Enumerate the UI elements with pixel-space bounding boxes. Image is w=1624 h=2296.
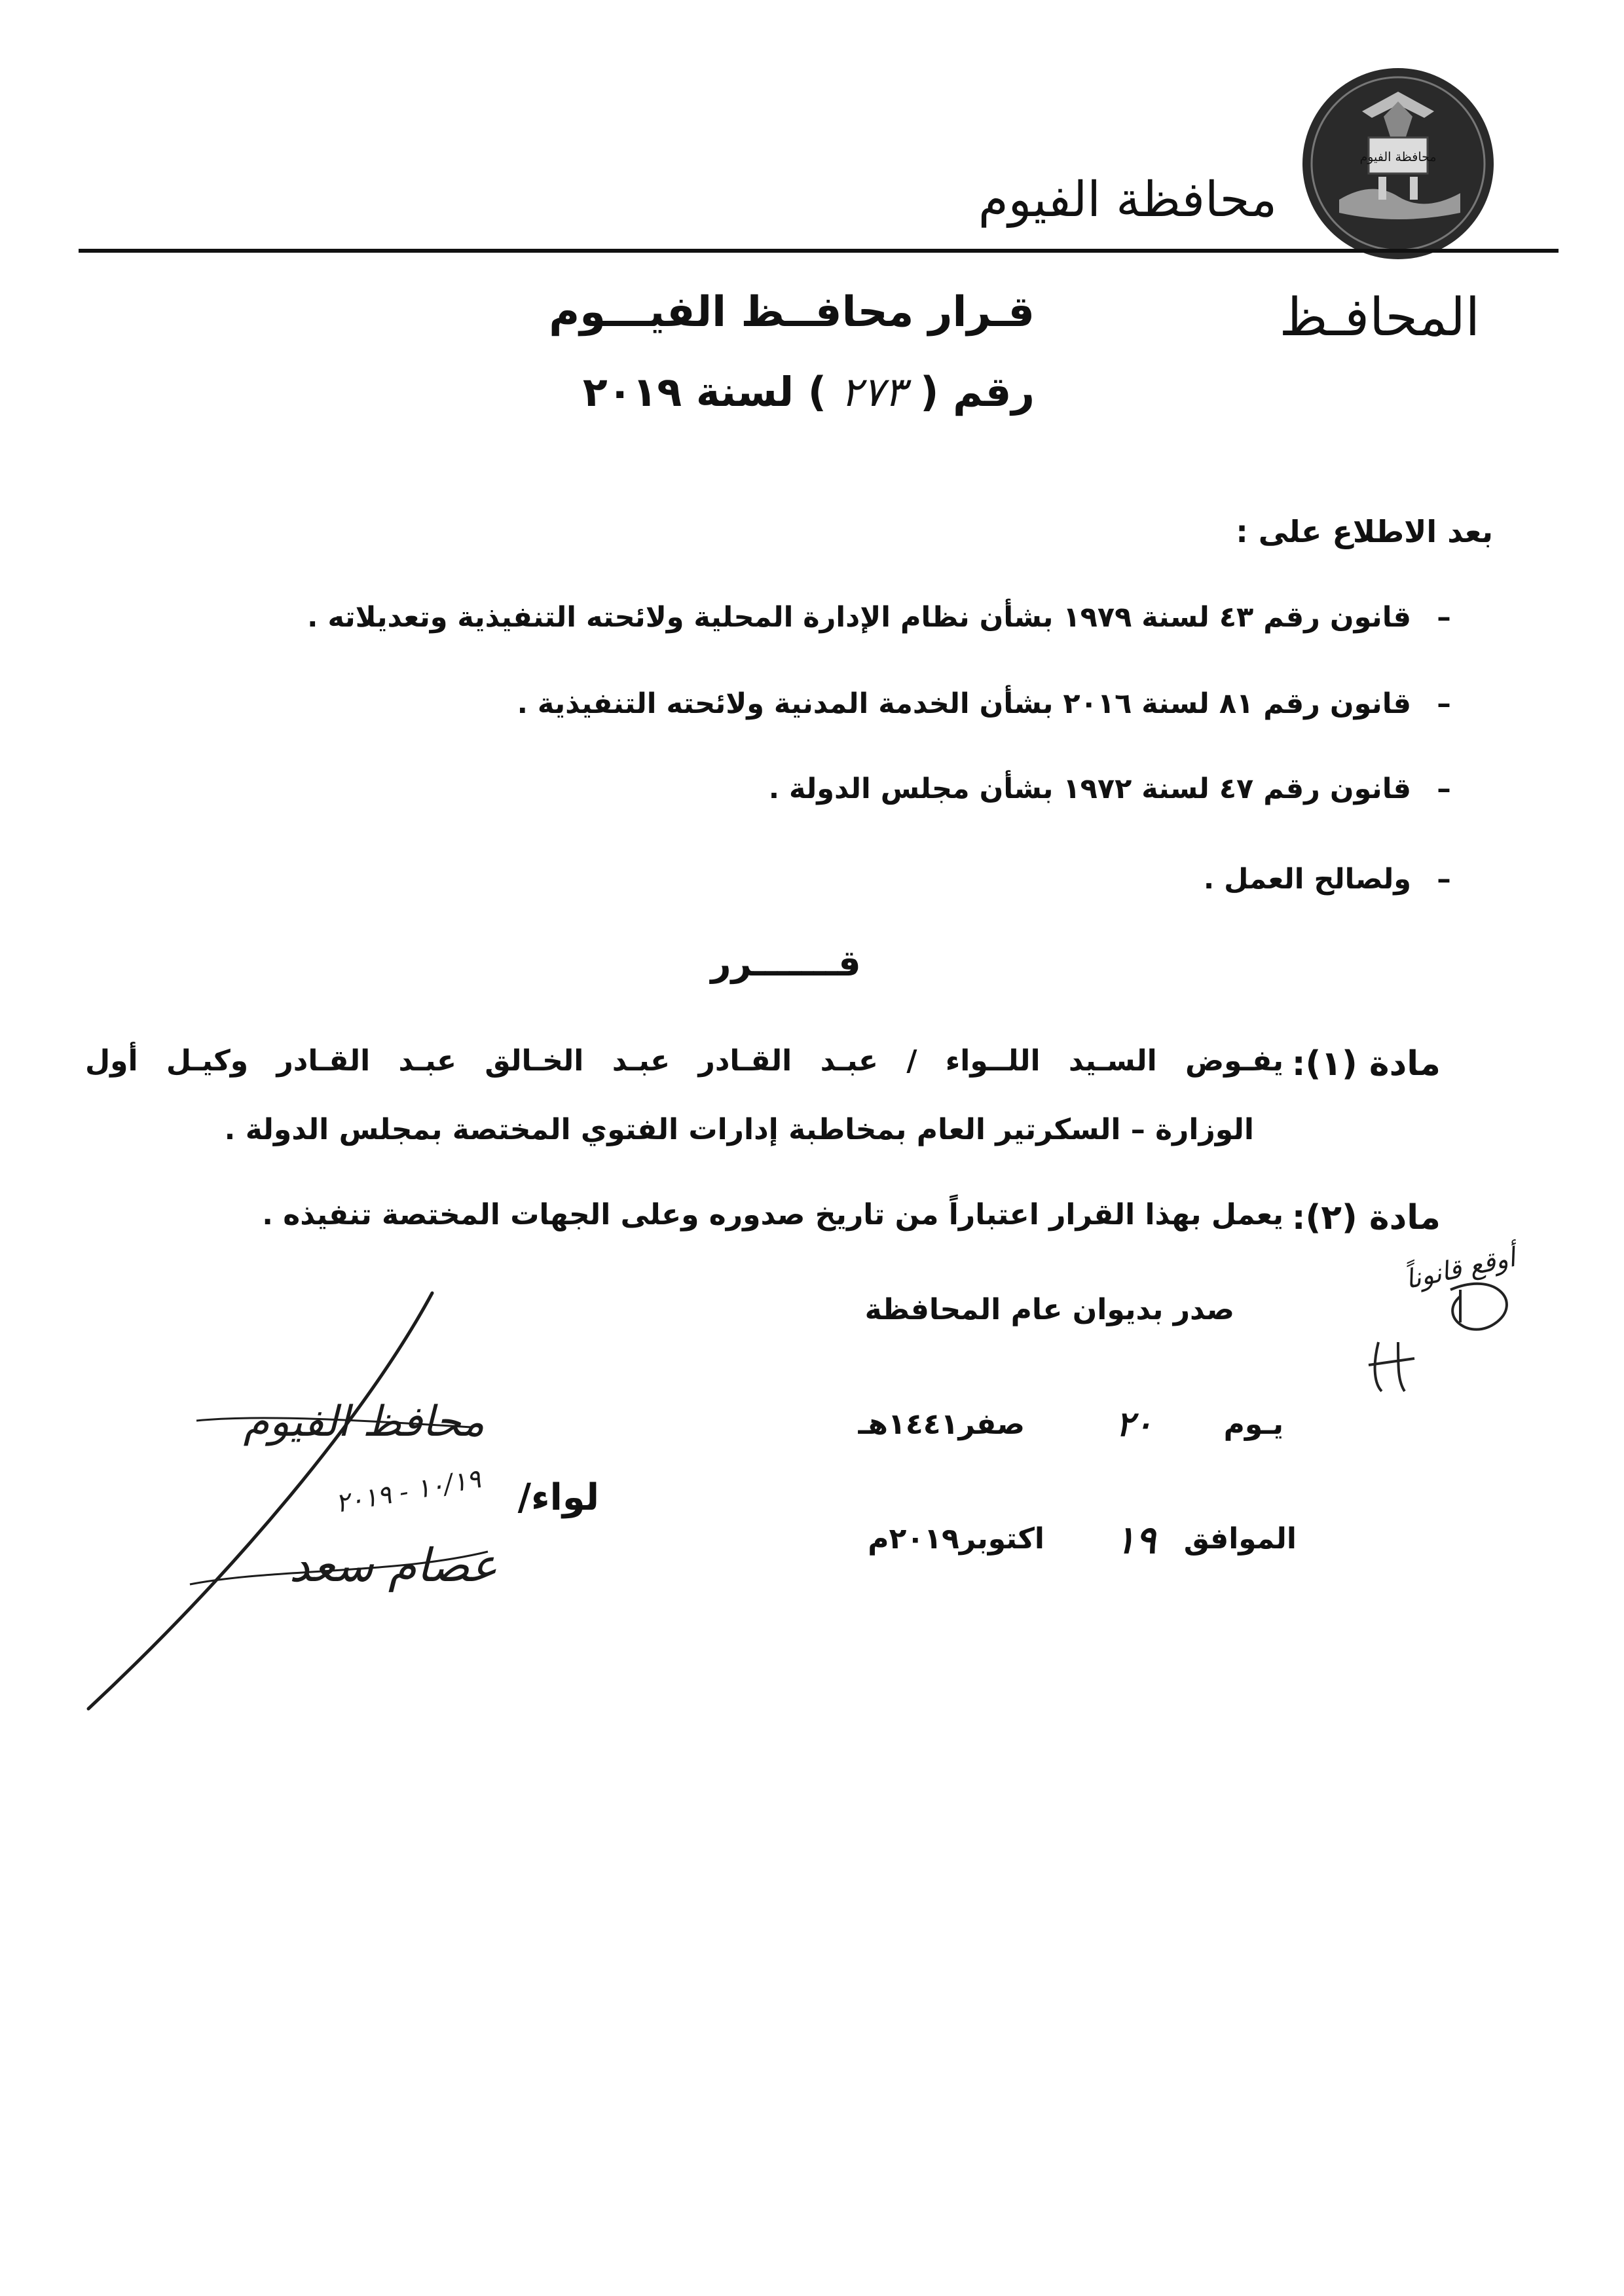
- day-value: ٢٠: [1116, 1404, 1153, 1444]
- list-item: [769, 773, 1477, 805]
- signature-title: محافظ الفيوم: [243, 1398, 485, 1446]
- governorate-seal-icon: [1300, 65, 1496, 262]
- article-2-line-1: يعمل بهذا القرار اعتباراً من تاريخ صدوره وعلى الجهات المختصة تنفيذه .: [262, 1198, 1283, 1231]
- bullet-dash: –: [1437, 773, 1451, 805]
- article-2-label: مادة (٢):: [1291, 1198, 1441, 1237]
- list-item: [1204, 863, 1477, 896]
- law-text: ولصالح العمل .: [1203, 863, 1411, 896]
- decree-number-suffix: ) لسنة ٢٠١٩: [582, 368, 827, 416]
- law-text: قانون رقم ٨١ لسنة ٢٠١٦ بشأن الخدمة المدنية ولائحته التنفيذية .: [517, 687, 1411, 720]
- margin-note: أوقع قانوناً: [1403, 1242, 1518, 1296]
- list-item: [307, 601, 1477, 634]
- seal-text: محافظة الفيوم: [1359, 150, 1437, 164]
- governorate-name: محافظة الفيوم: [978, 172, 1277, 228]
- corresponding-label: الموافق: [1183, 1522, 1297, 1556]
- law-text: قانون رقم ٤٣ لسنة ١٩٧٩ بشأن نظام الإدارة المحلية ولائحته التنفيذية وتعديلاته .: [307, 601, 1411, 634]
- hijri-date: صفر١٤٤١هـ: [858, 1408, 1025, 1441]
- decree-number-prefix: رقم (: [920, 368, 1035, 416]
- header-divider: [79, 249, 1559, 253]
- bullet-dash: –: [1437, 601, 1451, 634]
- day-label: يـوم: [1223, 1408, 1283, 1441]
- corresponding-value: ١٩: [1115, 1518, 1156, 1562]
- gregorian-date: اكتوبر٢٠١٩م: [868, 1522, 1044, 1556]
- issuer-role: المحافـظ: [1279, 287, 1480, 348]
- initials-signature: [1300, 1244, 1522, 1414]
- decree-number-value: ٢٧٣: [840, 368, 906, 416]
- article-1-line-1: يفـوض السـيد اللــواء / عبـد القـادر عبـد الخـالق عبـد القـادر وكيـل أول: [85, 1044, 1283, 1078]
- list-item: [517, 687, 1477, 720]
- bullet-dash: –: [1437, 687, 1451, 720]
- decided-heading: قـــــــرر: [710, 943, 861, 984]
- preamble-intro: بعد الاطلاع على :: [1236, 514, 1493, 549]
- bullet-dash: –: [1437, 863, 1451, 896]
- signature-name: عصام سعد: [289, 1539, 498, 1592]
- law-text: قانون رقم ٤٧ لسنة ١٩٧٢ بشأن مجلس الدولة .: [768, 773, 1411, 805]
- decree-title: قـرار محافــظ الفيـــوم: [549, 288, 1035, 337]
- issued-at: صدر بديوان عام المحافظة: [864, 1293, 1234, 1326]
- signature-date: ١٠/١٩ - ٢٠١٩: [333, 1463, 483, 1520]
- article-1-label: مادة (١):: [1291, 1044, 1441, 1084]
- signature-rank: لواء/: [517, 1476, 599, 1519]
- decree-number: [583, 368, 1035, 416]
- article-1-line-2: الوزارة – السكرتير العام بمخاطبة إدارات الفتوي المختصة بمجلس الدولة .: [224, 1113, 1254, 1146]
